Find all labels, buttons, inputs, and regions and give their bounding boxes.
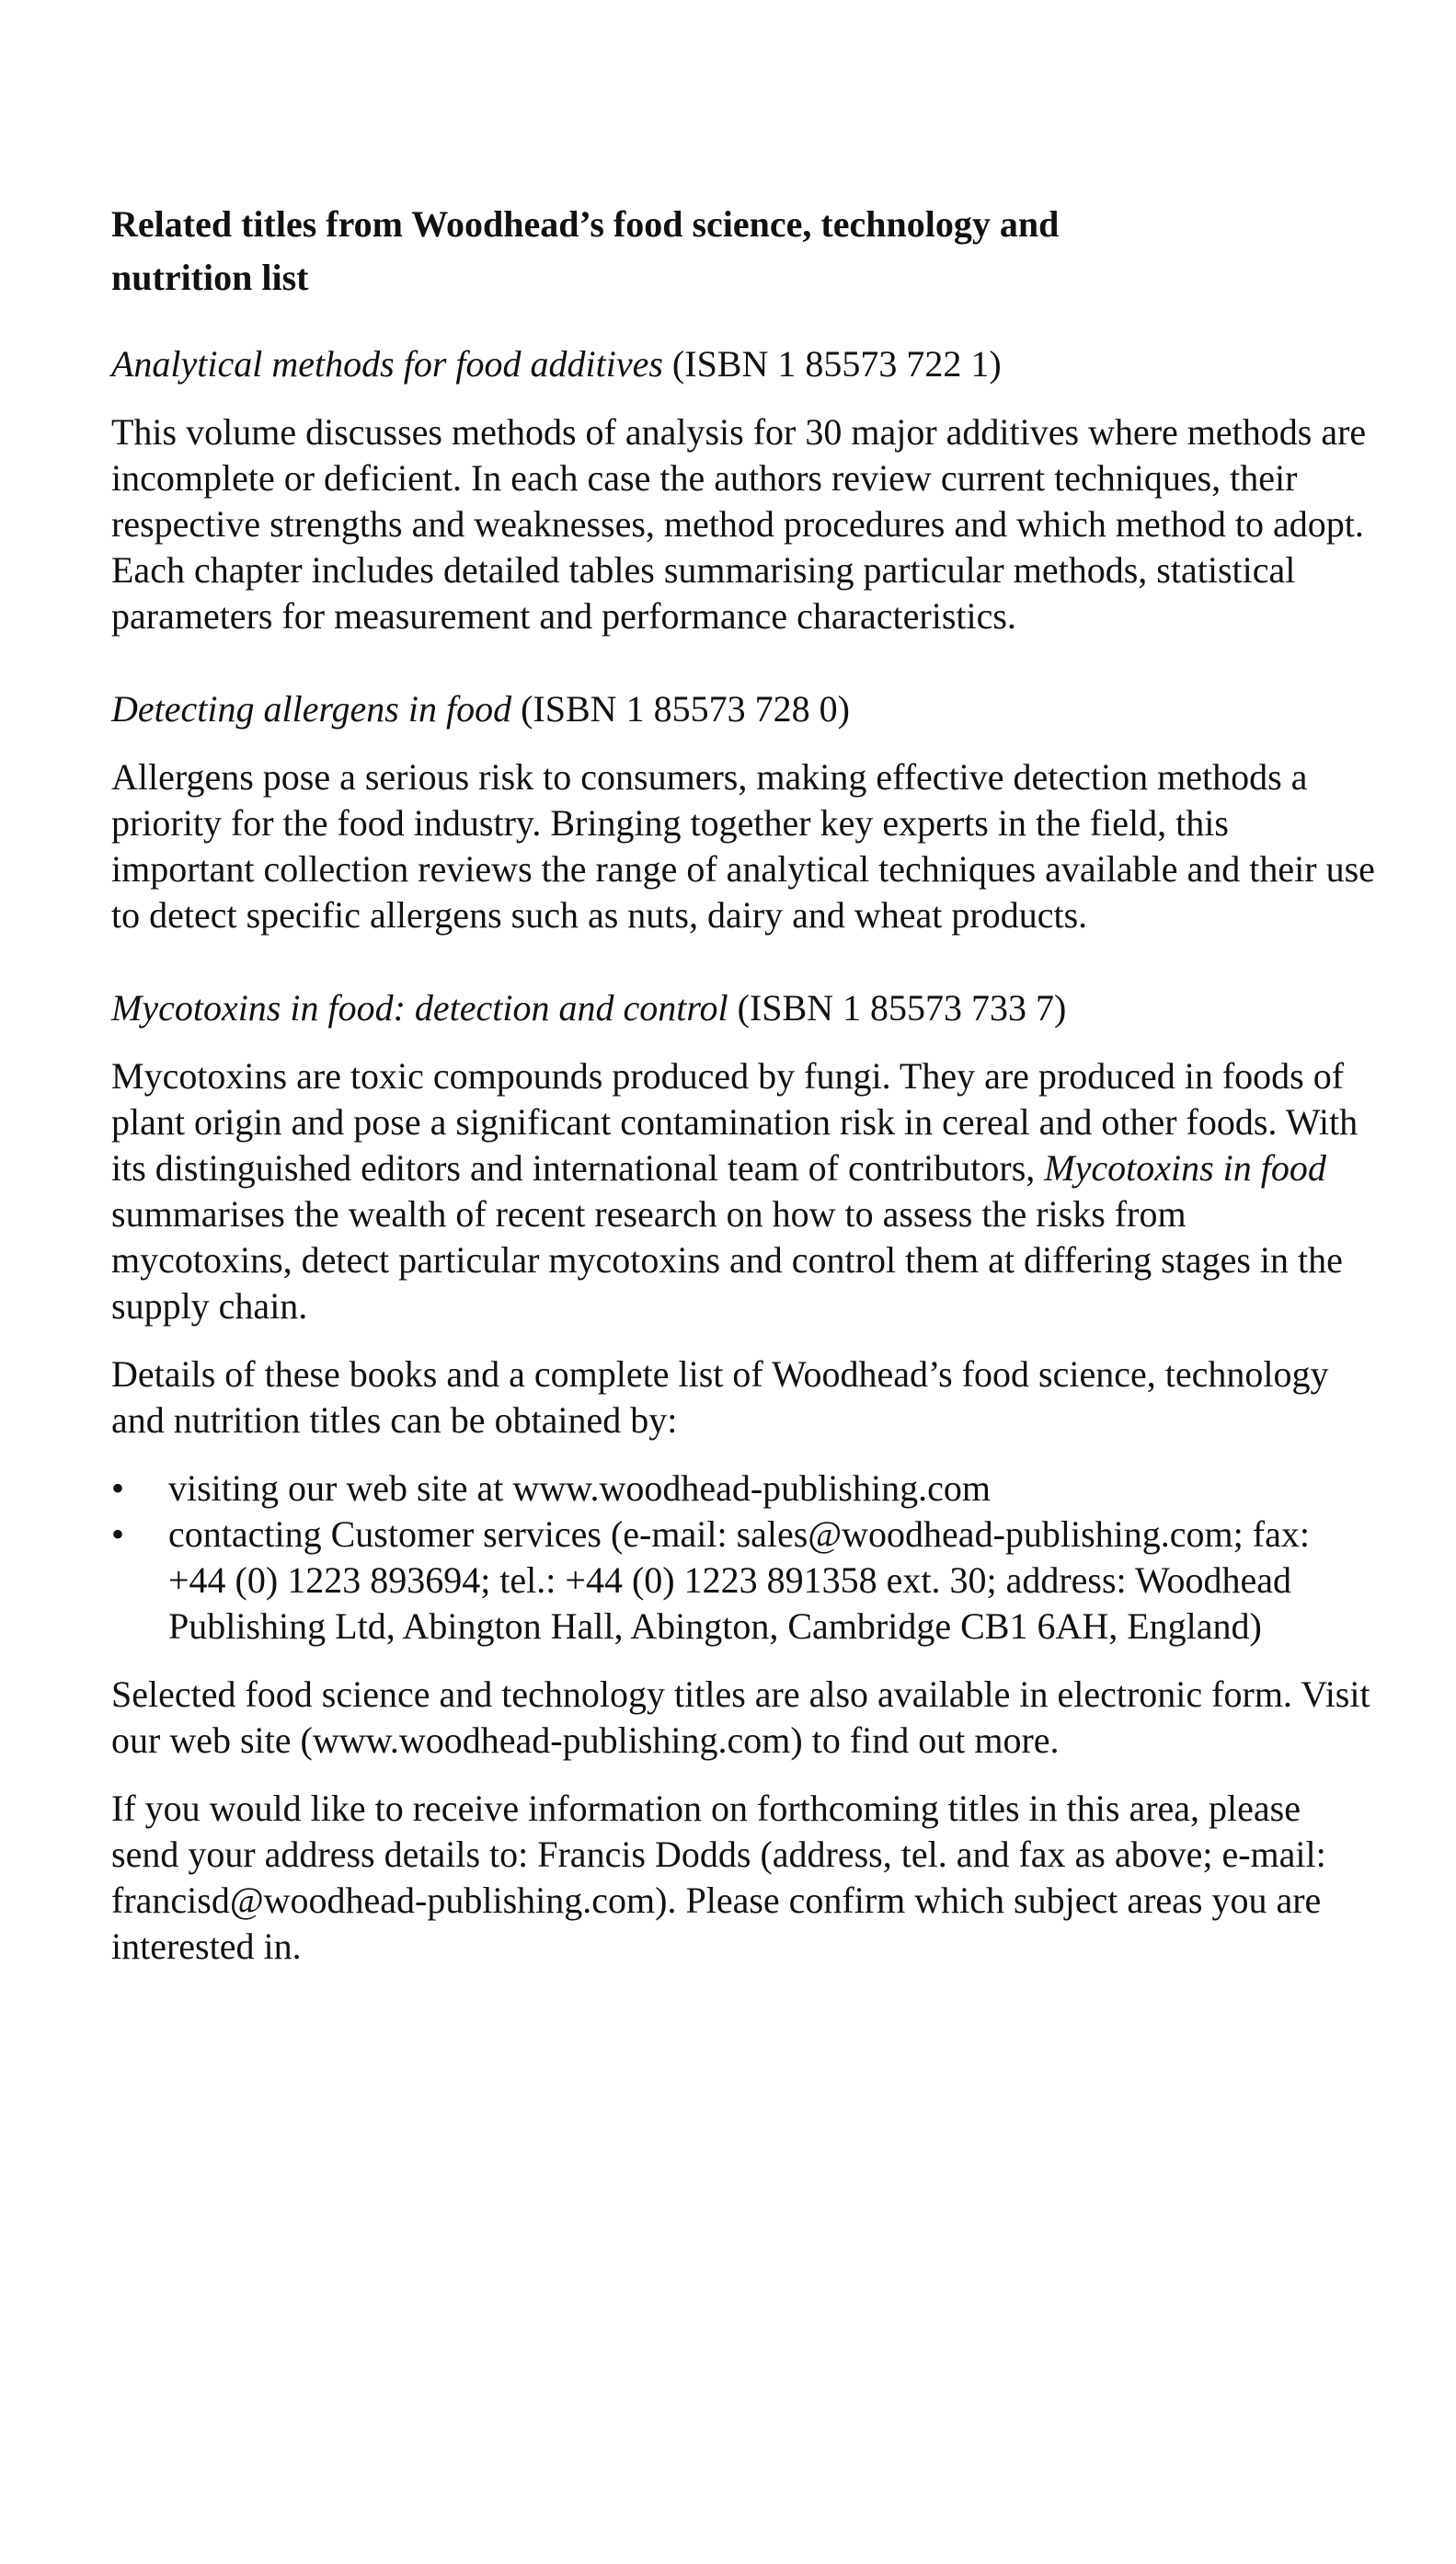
list-item-text: contacting Customer services (e-mail: sales@woodhead-publishing.com; fax: +44 (0) 1223 893694; tel.: +44 (0) 1223 891358 ext. 30; address: Woodhead Publishing Ltd, Abington Hall, Abington, Cambridge CB1 6AH, England) [168, 1513, 1310, 1647]
list-item [111, 1466, 1376, 1512]
book-isbn: (ISBN 1 85573 728 0) [521, 688, 850, 730]
details-intro: Details of these books and a complete list of Woodhead’s food science, technology and nutrition titles can be obtained by: [111, 1353, 1329, 1441]
book-entry [111, 985, 1376, 1329]
description-text: Mycotoxins are toxic compounds produced by fungi. They are produced in foods of plant origin and pose a significant contamination risk in cereal and other foods. With its distinguished editors and international team of contributors, [111, 1055, 1359, 1189]
list-item [111, 1512, 1376, 1650]
book-description: This volume discusses methods of analysis for 30 major additives where methods are incomplete or deficient. In each case the authors review current techniques, their respective strengths and weaknesses, method procedures and which method to adopt. Each chapter includes detailed tables summarising particular methods, statistical parameters for measurement and performance characteristics. [111, 411, 1367, 637]
book-title-line [111, 341, 1376, 387]
bullet-icon: • [111, 1467, 125, 1509]
book-title-line [111, 985, 1376, 1031]
contact-list [111, 1466, 1376, 1650]
page-heading: Related titles from Woodhead’s food science, technology and nutrition list [111, 203, 1060, 298]
book-title: Detecting allergens in food [111, 688, 512, 730]
page-content [111, 198, 1376, 1970]
book-description [111, 1053, 1376, 1329]
electronic-paragraph: Selected food science and technology titles are also available in electronic form. Visit our web site (www.woodhead-publishing.com) to find out more. [111, 1673, 1370, 1761]
description-text: summarises the wealth of recent research on how to assess the risks from mycotoxins, detect particular mycotoxins and control them at differing stages in the supply chain. [111, 1193, 1343, 1327]
book-title: Analytical methods for food additives [111, 343, 663, 385]
list-item-text: visiting our web site at www.woodhead-publishing.com [168, 1467, 991, 1509]
book-entry [111, 686, 1376, 938]
book-title-line [111, 686, 1376, 732]
book-title: Mycotoxins in food: detection and control [111, 987, 728, 1029]
description-italic-title: Mycotoxins in food [1044, 1147, 1326, 1189]
book-isbn: (ISBN 1 85573 733 7) [737, 987, 1067, 1029]
bullet-icon: • [111, 1513, 125, 1555]
book-entry [111, 341, 1376, 639]
book-isbn: (ISBN 1 85573 722 1) [671, 343, 1002, 385]
book-description: Allergens pose a serious risk to consumers, making effective detection methods a priority for the food industry. Bringing together key experts in the field, this important collection reviews the range of analytical techniques available and their use to detect specific allergens such as nuts, dairy and wheat products. [111, 756, 1375, 936]
forthcoming-paragraph: If you would like to receive information on forthcoming titles in this area, please send your address details to: Francis Dodds (address, tel. and fax as above; e-mail: francisd@woodhead-publishing.com). Please confirm which subject areas you are interested in. [111, 1788, 1326, 1967]
